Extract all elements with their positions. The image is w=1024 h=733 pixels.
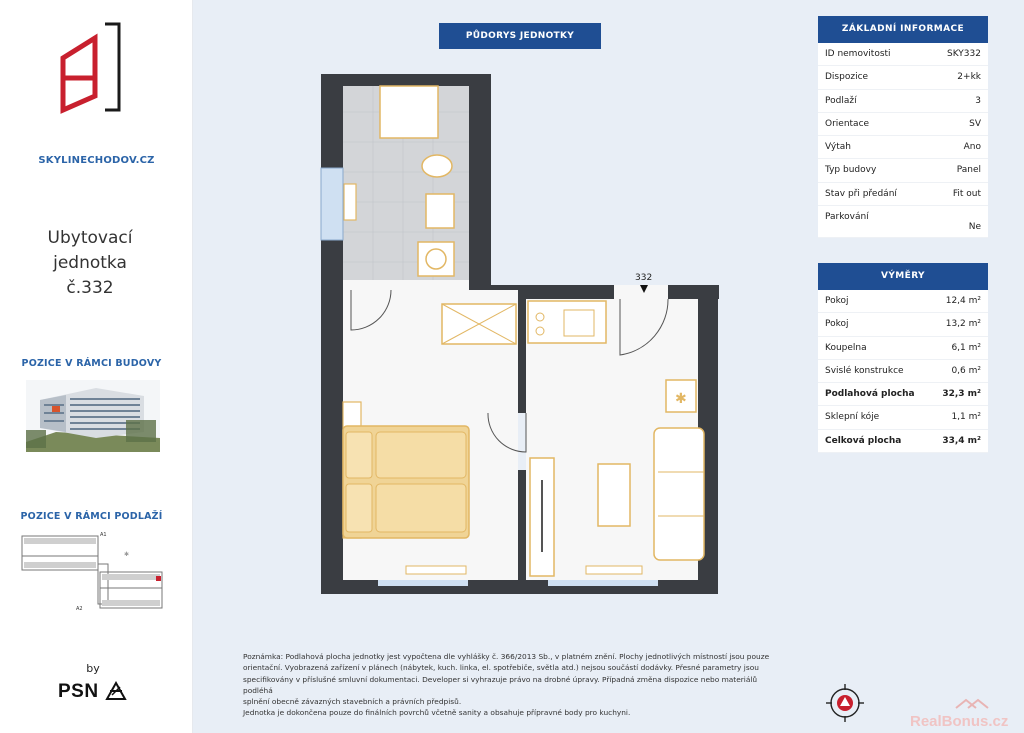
info-label: Parkování	[825, 212, 869, 223]
areas-title: VÝMĚRY	[818, 263, 988, 290]
towel-radiator	[344, 184, 356, 220]
info-row	[818, 183, 988, 206]
note-line: Poznámka: Podlahová plocha jednotky jest vypočtena dle vyhlášky č. 366/2013 Sb., v platném znění. Plochy jednotlivých místností jsou pouze	[243, 652, 770, 661]
area-value: 32,3 m²	[942, 389, 981, 400]
area-label: Pokoj	[825, 319, 849, 330]
area-row-total	[818, 430, 988, 453]
unit-title-line: č.332	[66, 278, 114, 298]
info-label: Dispozice	[825, 72, 869, 83]
wall	[321, 74, 477, 86]
area-label: Koupelna	[825, 342, 867, 353]
info-label: Typ budovy	[825, 165, 877, 176]
svg-text:✱: ✱	[675, 391, 687, 407]
area-row	[818, 360, 988, 383]
info-value: SV	[969, 118, 981, 129]
area-label: Podlahová plocha	[825, 389, 915, 400]
unit-floor-plan	[318, 72, 723, 597]
area-value: 33,4 m²	[942, 435, 981, 446]
unit-title-line: jednotka	[53, 253, 127, 273]
info-row	[818, 43, 988, 66]
area-value: 13,2 m²	[945, 319, 981, 330]
floor-label-a1: A1	[100, 532, 107, 538]
area-value: 1,1 m²	[951, 412, 981, 423]
table	[598, 464, 630, 526]
floor-position-title: POZICE V RÁMCI PODLAŽÍ	[20, 511, 163, 522]
wall	[321, 74, 343, 594]
by-label: by	[86, 662, 100, 675]
area-row	[818, 406, 988, 429]
info-label: Podlaží	[825, 95, 857, 106]
area-row	[818, 337, 988, 360]
radiator	[586, 566, 642, 574]
site-url-link[interactable]: SKYLINECHODOV.CZ	[38, 155, 155, 166]
basic-info-panel	[818, 16, 988, 238]
info-row	[818, 90, 988, 113]
floor-plan-minimap	[20, 528, 165, 614]
compass-icon	[826, 684, 864, 722]
psn-logo-icon	[105, 681, 127, 701]
info-row	[818, 206, 988, 238]
info-row	[818, 113, 988, 136]
area-label: Svislé konstrukce	[825, 365, 904, 376]
info-row	[818, 136, 988, 159]
info-row	[818, 66, 988, 89]
area-value: 12,4 m²	[945, 296, 981, 306]
washbasin	[426, 194, 454, 228]
info-value: SKY332	[947, 49, 981, 59]
note-line: specifikovány v příslušné smluvní dokumentaci. Developer si vyhrazuje právo na drobné úpravy. Případná změna dispozice nebo materiálů podléhá	[243, 674, 758, 695]
area-label: Sklepní kóje	[825, 412, 880, 423]
area-value: 6,1 m²	[951, 342, 981, 353]
basic-info-title: ZÁKLADNÍ INFORMACE	[818, 16, 988, 43]
info-value: Ne	[968, 222, 981, 233]
info-value: 3	[975, 95, 981, 106]
info-value: Ano	[963, 142, 981, 153]
compass-mini-icon: ✱	[124, 551, 130, 558]
area-label: Celková plocha	[825, 435, 902, 446]
info-label: Výtah	[825, 142, 851, 153]
developer-logo: PSN	[58, 681, 99, 702]
toilet	[422, 155, 452, 177]
info-value: Panel	[956, 165, 981, 176]
area-row	[818, 313, 988, 336]
info-value: 2+kk	[957, 72, 981, 83]
area-row	[818, 290, 988, 313]
info-value: Fit out	[952, 188, 981, 199]
info-row	[818, 159, 988, 182]
building-render-image	[26, 380, 160, 452]
info-label: ID nemovitosti	[825, 49, 891, 59]
plan-title: PŮDORYS JEDNOTKY	[439, 23, 601, 49]
info-label: Orientace	[825, 118, 870, 129]
unit-title-line: Ubytovací	[47, 228, 133, 248]
washing-machine	[418, 242, 454, 276]
radiator	[406, 566, 466, 574]
shower-tray	[380, 86, 438, 138]
floor-label-a2: A2	[76, 606, 83, 612]
skyline-logo-icon	[55, 18, 125, 118]
area-label: Pokoj	[825, 296, 849, 306]
info-label: Stav při předání	[825, 188, 897, 199]
completion-note: Jednotka je dokončena pouze do finálních povrchů včetně sanity a obsahuje přípravné body pro kuchyni.	[243, 708, 631, 717]
sidebar	[0, 0, 193, 733]
areas-panel	[818, 263, 988, 453]
door-number: 332	[635, 273, 653, 283]
window	[321, 168, 343, 240]
area-row-total-floor	[818, 383, 988, 406]
sofa	[654, 428, 704, 560]
realbonus-watermark-icon	[908, 694, 1018, 730]
building-position-title: POZICE V RÁMCI BUDOVY	[21, 358, 162, 369]
disclaimer-note	[243, 651, 783, 707]
note-line: orientační. Vyobrazená zařízení v plánech (nábytek, kuch. linka, el. spotřebiče, světla atd.) nejsou součástí dodávky. Přesné parametry jsou	[243, 663, 759, 673]
area-value: 0,6 m²	[951, 365, 981, 376]
watermark-text: RealBonus.cz	[910, 713, 1009, 730]
unit-title	[0, 226, 180, 301]
note-line: splnění obecně závazných stavebních a právních předpisů.	[243, 697, 462, 707]
